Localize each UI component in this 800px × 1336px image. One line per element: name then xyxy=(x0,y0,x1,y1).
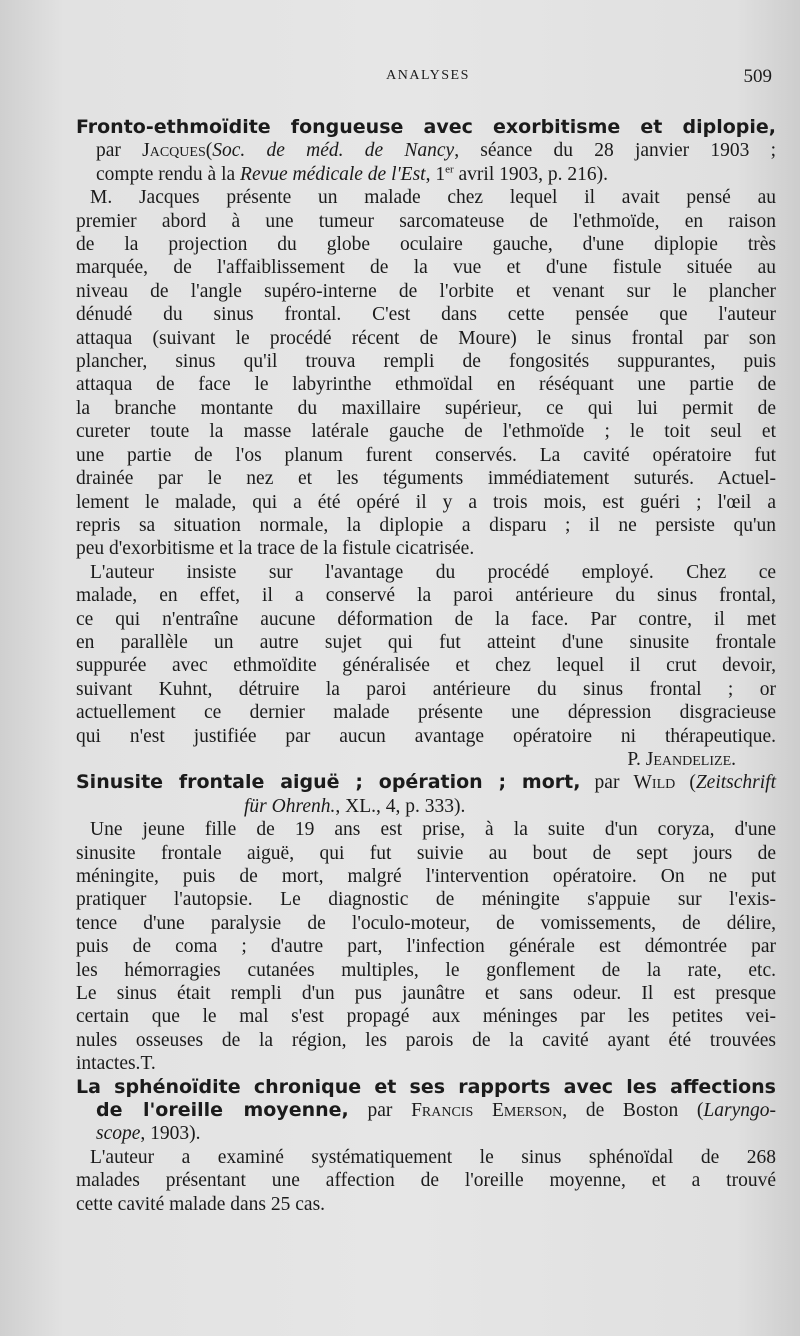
body-line: niveau de l'angle supéro-interne de l'orbite et venant sur le plancher xyxy=(76,280,776,302)
article-reference-line: für Ohrenh., XL., 4, p. 333). xyxy=(244,795,466,817)
body-line-with-signature: intactes.T. xyxy=(76,1052,776,1075)
body-line: Une jeune fille de 19 ans est prise, à la suite d'un coryza, d'une xyxy=(90,819,776,841)
body-line: méningite, puis de mort, malgré l'intervention opératoire. On ne put xyxy=(76,866,776,887)
body-line: suppurée avec ethmoïdite généralisée et chez lequel il crut devoir, xyxy=(76,655,776,677)
body-line: repris sa situation normale, la diplopie a disparu ; il ne persiste qu'un xyxy=(76,514,776,536)
body-line: cureter toute la masse latérale gauche de l'ethmoïde ; le toit seul et xyxy=(76,421,776,443)
article-sinusite-frontale xyxy=(76,771,776,1075)
body-line: drainée par le nez et les téguments immédiatement suturés. Actuel- xyxy=(76,468,776,490)
body-line: Le sinus était rempli d'un pus jaunâtre et sans odeur. Il est presque xyxy=(76,983,776,1005)
body-line: malade, en effet, il a conservé la paroi antérieure du sinus frontal, xyxy=(76,585,776,607)
journal-name: Soc. de méd. de Nancy xyxy=(212,140,455,162)
body-line: malades présentant une affection de l'oreille moyenne, et a trouvé xyxy=(76,1170,776,1192)
journal-name: scope xyxy=(96,1123,141,1145)
article-reference-line: par Jacques(Soc. de méd. de Nancy, séance du 28 janvier 1903 ; xyxy=(96,140,776,162)
body-line: dénudé du sinus frontal. C'est dans cette pensée que l'auteur xyxy=(76,304,776,326)
body-line: la branche montante du maxillaire supérieur, ce qui lui permit de xyxy=(76,397,776,419)
author-name: Wild xyxy=(633,772,676,794)
journal-name: für Ohrenh. xyxy=(244,795,336,817)
article-title-continued: de l'oreille moyenne, par Francis Emerson, de Boston (Laryngo- xyxy=(96,1099,776,1122)
signature: T. xyxy=(140,1053,156,1075)
article-reference-line: compte rendu à la Revue médicale de l'Est, 1er avril 1903, p. 216). xyxy=(96,163,608,185)
body-line: les hémorragies cutanées multiples, le gonflement de la rate, etc. xyxy=(76,959,776,981)
body-line: plancher, sinus qu'il trouva rempli de fongosités suppurantes, puis xyxy=(76,351,776,373)
article-title: Fronto-ethmoïdite fongueuse avec exorbitisme et diplopie, xyxy=(76,116,776,138)
page-header xyxy=(80,68,776,94)
article-title: Sinusite frontale aiguë ; opération ; mort, par Wild (Zeitschrift xyxy=(76,771,776,794)
article-title: La sphénoïdite chronique et ses rapports avec les affections xyxy=(76,1075,776,1098)
signature: P. Jeandelize. xyxy=(627,748,736,770)
article-fronto-ethmoidite xyxy=(76,116,776,771)
running-head: ANALYSES xyxy=(386,68,470,83)
article-reference-line: scope, 1903). xyxy=(96,1123,201,1145)
body-line: en parallèle un autre sujet qui fut atteint d'une sinusite frontale xyxy=(76,631,776,653)
author-name: Francis Emerson xyxy=(411,1100,563,1122)
body-line: attaqua de face le labyrinthe ethmoïdal en réséquant une partie de xyxy=(76,374,776,396)
body-line: sinusite frontale aiguë, qui fut suivie au bout de sept jours de xyxy=(76,842,776,864)
body-line: L'auteur a examiné systématiquement le sinus sphénoïdal de 268 xyxy=(90,1146,776,1168)
article-sphenoidite xyxy=(76,1076,776,1216)
body-line: puis de coma ; d'autre part, l'infection générale est démontrée par xyxy=(76,936,776,958)
body-line: premier abord à une tumeur sarcomateuse de l'ethmoïde, en raison xyxy=(76,210,776,232)
body-line: de la projection du globe oculaire gauche, d'une diplopie très xyxy=(76,234,776,256)
body-line: peu d'exorbitisme et la trace de la fistule cicatrisée. xyxy=(76,538,475,560)
body-line: nules osseuses de la région, les parois de la cavité ayant été trouvées xyxy=(76,1029,776,1051)
body-line: tence d'une paralysie de l'oculo-moteur, de vomissements, de délire, xyxy=(76,912,776,934)
body-line: suivant Kuhnt, détruire la paroi antérieure du sinus frontal ; or xyxy=(76,678,776,700)
page-number: 509 xyxy=(743,66,772,87)
body-line: ce qui n'entraîne aucune déformation de la face. Par contre, il met xyxy=(76,608,776,630)
journal-name: Laryngo- xyxy=(703,1100,776,1122)
body-line: cette cavité malade dans 25 cas. xyxy=(76,1193,326,1215)
body-line: certain que le mal s'est propagé aux méninges par les petites vei- xyxy=(76,1006,776,1028)
body-line: une partie de l'os planum furent conservés. La cavité opératoire fut xyxy=(76,444,776,466)
journal-name: Revue médicale de l'Est xyxy=(240,163,426,185)
body-line: lement le malade, qui a été opéré il y a trois mois, est guéri ; l'œil a xyxy=(76,491,776,513)
author-name: Jacques xyxy=(142,140,206,162)
journal-name: Zeitschrift xyxy=(695,772,776,794)
body-line: M. Jacques présente un malade chez lequel il avait pensé au xyxy=(90,187,776,209)
body-line: pratiquer l'autopsie. Le diagnostic de méningite s'appuie sur l'exis- xyxy=(76,889,776,911)
body-line: actuellement ce dernier malade présente une dépression disgracieuse xyxy=(76,702,776,724)
body-line: qui n'est justifiée par aucun avantage opératoire ni thérapeutique. xyxy=(76,725,776,747)
body-line: marquée, de l'affaiblissement de la vue et d'une fistule située au xyxy=(76,257,776,279)
body-line: attaqua (suivant le procédé récent de Moure) le sinus frontal par son xyxy=(76,327,776,349)
page-content xyxy=(76,116,776,1216)
body-line: L'auteur insiste sur l'avantage du procédé employé. Chez ce xyxy=(90,561,776,583)
